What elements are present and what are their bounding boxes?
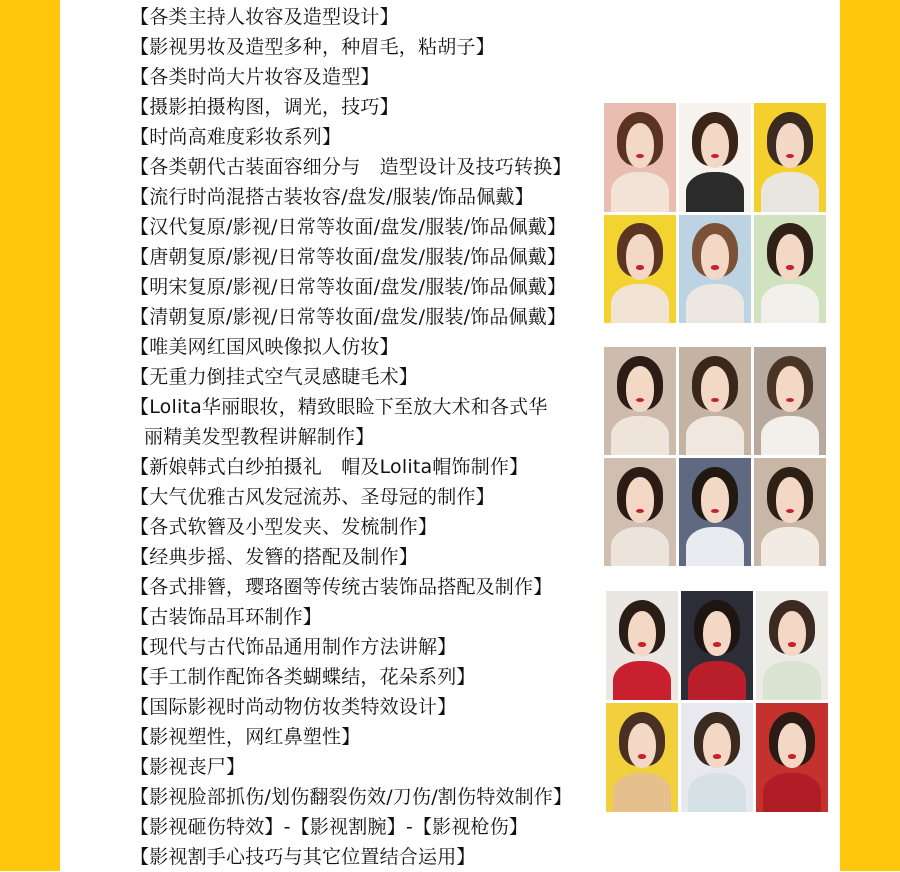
portrait-photo: [679, 347, 751, 455]
portrait-outfit: [763, 661, 821, 700]
course-item: 【经典步摇、发簪的搭配及制作】: [130, 546, 419, 568]
course-list: [130, 2, 600, 872]
portrait-face: [778, 611, 807, 657]
portrait-lips: [638, 642, 647, 646]
portrait-face: [778, 723, 807, 769]
portrait-face: [776, 477, 805, 522]
portrait-outfit: [613, 773, 671, 812]
portrait-outfit: [611, 172, 669, 211]
course-item: 【Lolita华丽眼妆，精致眼睑下至放大术和各式华: [130, 396, 548, 418]
portrait-photo: [756, 703, 828, 812]
right-yellow-bar: [840, 0, 900, 871]
course-item: 【汉代复原/影视/日常等妆面/盘发/服装/饰品佩戴】: [130, 216, 567, 238]
portrait-lips: [786, 265, 795, 269]
course-item-continued: [130, 422, 600, 452]
course-item: 【摄影拍摄构图，调光，技巧】: [130, 96, 399, 118]
portrait-lips: [788, 642, 797, 646]
course-item: 【各类时尚大片妆容及造型】: [130, 66, 380, 88]
portrait-photo: [754, 347, 826, 455]
portrait-photo: [756, 591, 828, 700]
portrait-photo: [604, 103, 676, 212]
portrait-outfit: [686, 172, 744, 211]
portrait-lips: [711, 265, 720, 269]
portrait-outfit: [611, 416, 669, 455]
portrait-face: [626, 477, 655, 522]
course-item: 【影视男妆及造型多种，种眉毛，粘胡子】: [130, 36, 495, 58]
course-item: 【影视塑性，网红鼻塑性】: [130, 726, 361, 748]
course-item: 【影视割手心技巧与其它位置结合运用】: [130, 846, 476, 868]
course-item: 【各类朝代古装面容细分与 造型设计及技巧转换】: [130, 156, 572, 178]
portrait-photo: [681, 591, 753, 700]
course-item: 【流行时尚混搭古装妆容/盘发/服装/饰品佩戴】: [130, 186, 534, 208]
portrait-photo: [606, 591, 678, 700]
portrait-photo: [754, 215, 826, 324]
portrait-face: [776, 366, 805, 411]
portrait-face: [701, 366, 730, 411]
portrait-outfit: [688, 773, 746, 812]
portrait-photo: [604, 458, 676, 566]
portrait-face: [703, 723, 732, 769]
makeup-photo-grid-3: [606, 591, 828, 812]
portrait-photo: [606, 703, 678, 812]
course-item: 【古装饰品耳环制作】: [130, 606, 323, 628]
portrait-outfit: [686, 284, 744, 323]
course-item: 【无重力倒挂式空气灵感睫毛术】: [130, 366, 419, 388]
portrait-photo: [604, 215, 676, 324]
portrait-lips: [636, 265, 645, 269]
course-item: 【各式软簪及小型发夹、发梳制作】: [130, 516, 438, 538]
portrait-outfit: [613, 661, 671, 700]
portrait-lips: [638, 754, 647, 758]
course-item: 【手工制作配饰各类蝴蝶结，花朵系列】: [130, 666, 476, 688]
portrait-photo: [754, 458, 826, 566]
portrait-outfit: [611, 527, 669, 566]
portrait-outfit: [686, 416, 744, 455]
portrait-photo: [679, 458, 751, 566]
portrait-lips: [788, 754, 797, 758]
left-yellow-bar: [0, 0, 60, 871]
course-item: 【国际影视时尚动物仿妆类特效设计】: [130, 696, 457, 718]
portrait-photo: [754, 103, 826, 212]
portrait-outfit: [761, 284, 819, 323]
portrait-face: [628, 611, 657, 657]
portrait-face: [703, 611, 732, 657]
portrait-outfit: [763, 773, 821, 812]
portrait-photo: [681, 703, 753, 812]
course-item: 【各类主持人妆容及造型设计】: [130, 6, 399, 28]
course-item: 【新娘韩式白纱拍摄礼 帽及Lolita帽饰制作】: [130, 456, 529, 478]
portrait-photo: [679, 215, 751, 324]
portrait-face: [701, 477, 730, 522]
portrait-lips: [713, 754, 722, 758]
portrait-face: [626, 366, 655, 411]
course-item: 【唯美网红国风映像拟人仿妆】: [130, 336, 399, 358]
portrait-face: [628, 723, 657, 769]
course-item: 【明宋复原/影视/日常等妆面/盘发/服装/饰品佩戴】: [130, 276, 567, 298]
portrait-face: [626, 234, 655, 280]
course-item: 【大气优雅古风发冠流苏、圣母冠的制作】: [130, 486, 495, 508]
portrait-outfit: [688, 661, 746, 700]
portrait-face: [626, 123, 655, 169]
course-item: 【影视砸伤特效】-【影视割腕】-【影视枪伤】: [130, 816, 529, 838]
makeup-photo-grid-2: [604, 347, 826, 566]
portrait-lips: [713, 642, 722, 646]
portrait-face: [701, 123, 730, 169]
portrait-outfit: [761, 527, 819, 566]
course-item: 【现代与古代饰品通用制作方法讲解】: [130, 636, 457, 658]
portrait-photo: [679, 103, 751, 212]
course-item: 【时尚高难度彩妆系列】: [130, 126, 342, 148]
course-item: 【影视脸部抓伤/划伤翻裂伤效/刀伤/割伤特效制作】: [130, 786, 573, 808]
portrait-face: [701, 234, 730, 280]
course-item: 【唐朝复原/影视/日常等妆面/盘发/服装/饰品佩戴】: [130, 246, 567, 268]
course-item: 【清朝复原/影视/日常等妆面/盘发/服装/饰品佩戴】: [130, 306, 567, 328]
portrait-face: [776, 234, 805, 280]
portrait-outfit: [761, 416, 819, 455]
course-item: 【影视丧尸】: [130, 756, 246, 778]
portrait-photo: [604, 347, 676, 455]
course-item-continuation: 丽精美发型教程讲解制作】: [144, 426, 375, 448]
course-item: 【各式排簪，璎珞圈等传统古装饰品搭配及制作】: [130, 576, 553, 598]
portrait-outfit: [611, 284, 669, 323]
makeup-photo-grid-1: [604, 103, 826, 323]
portrait-outfit: [686, 527, 744, 566]
portrait-face: [776, 123, 805, 169]
portrait-outfit: [761, 172, 819, 211]
